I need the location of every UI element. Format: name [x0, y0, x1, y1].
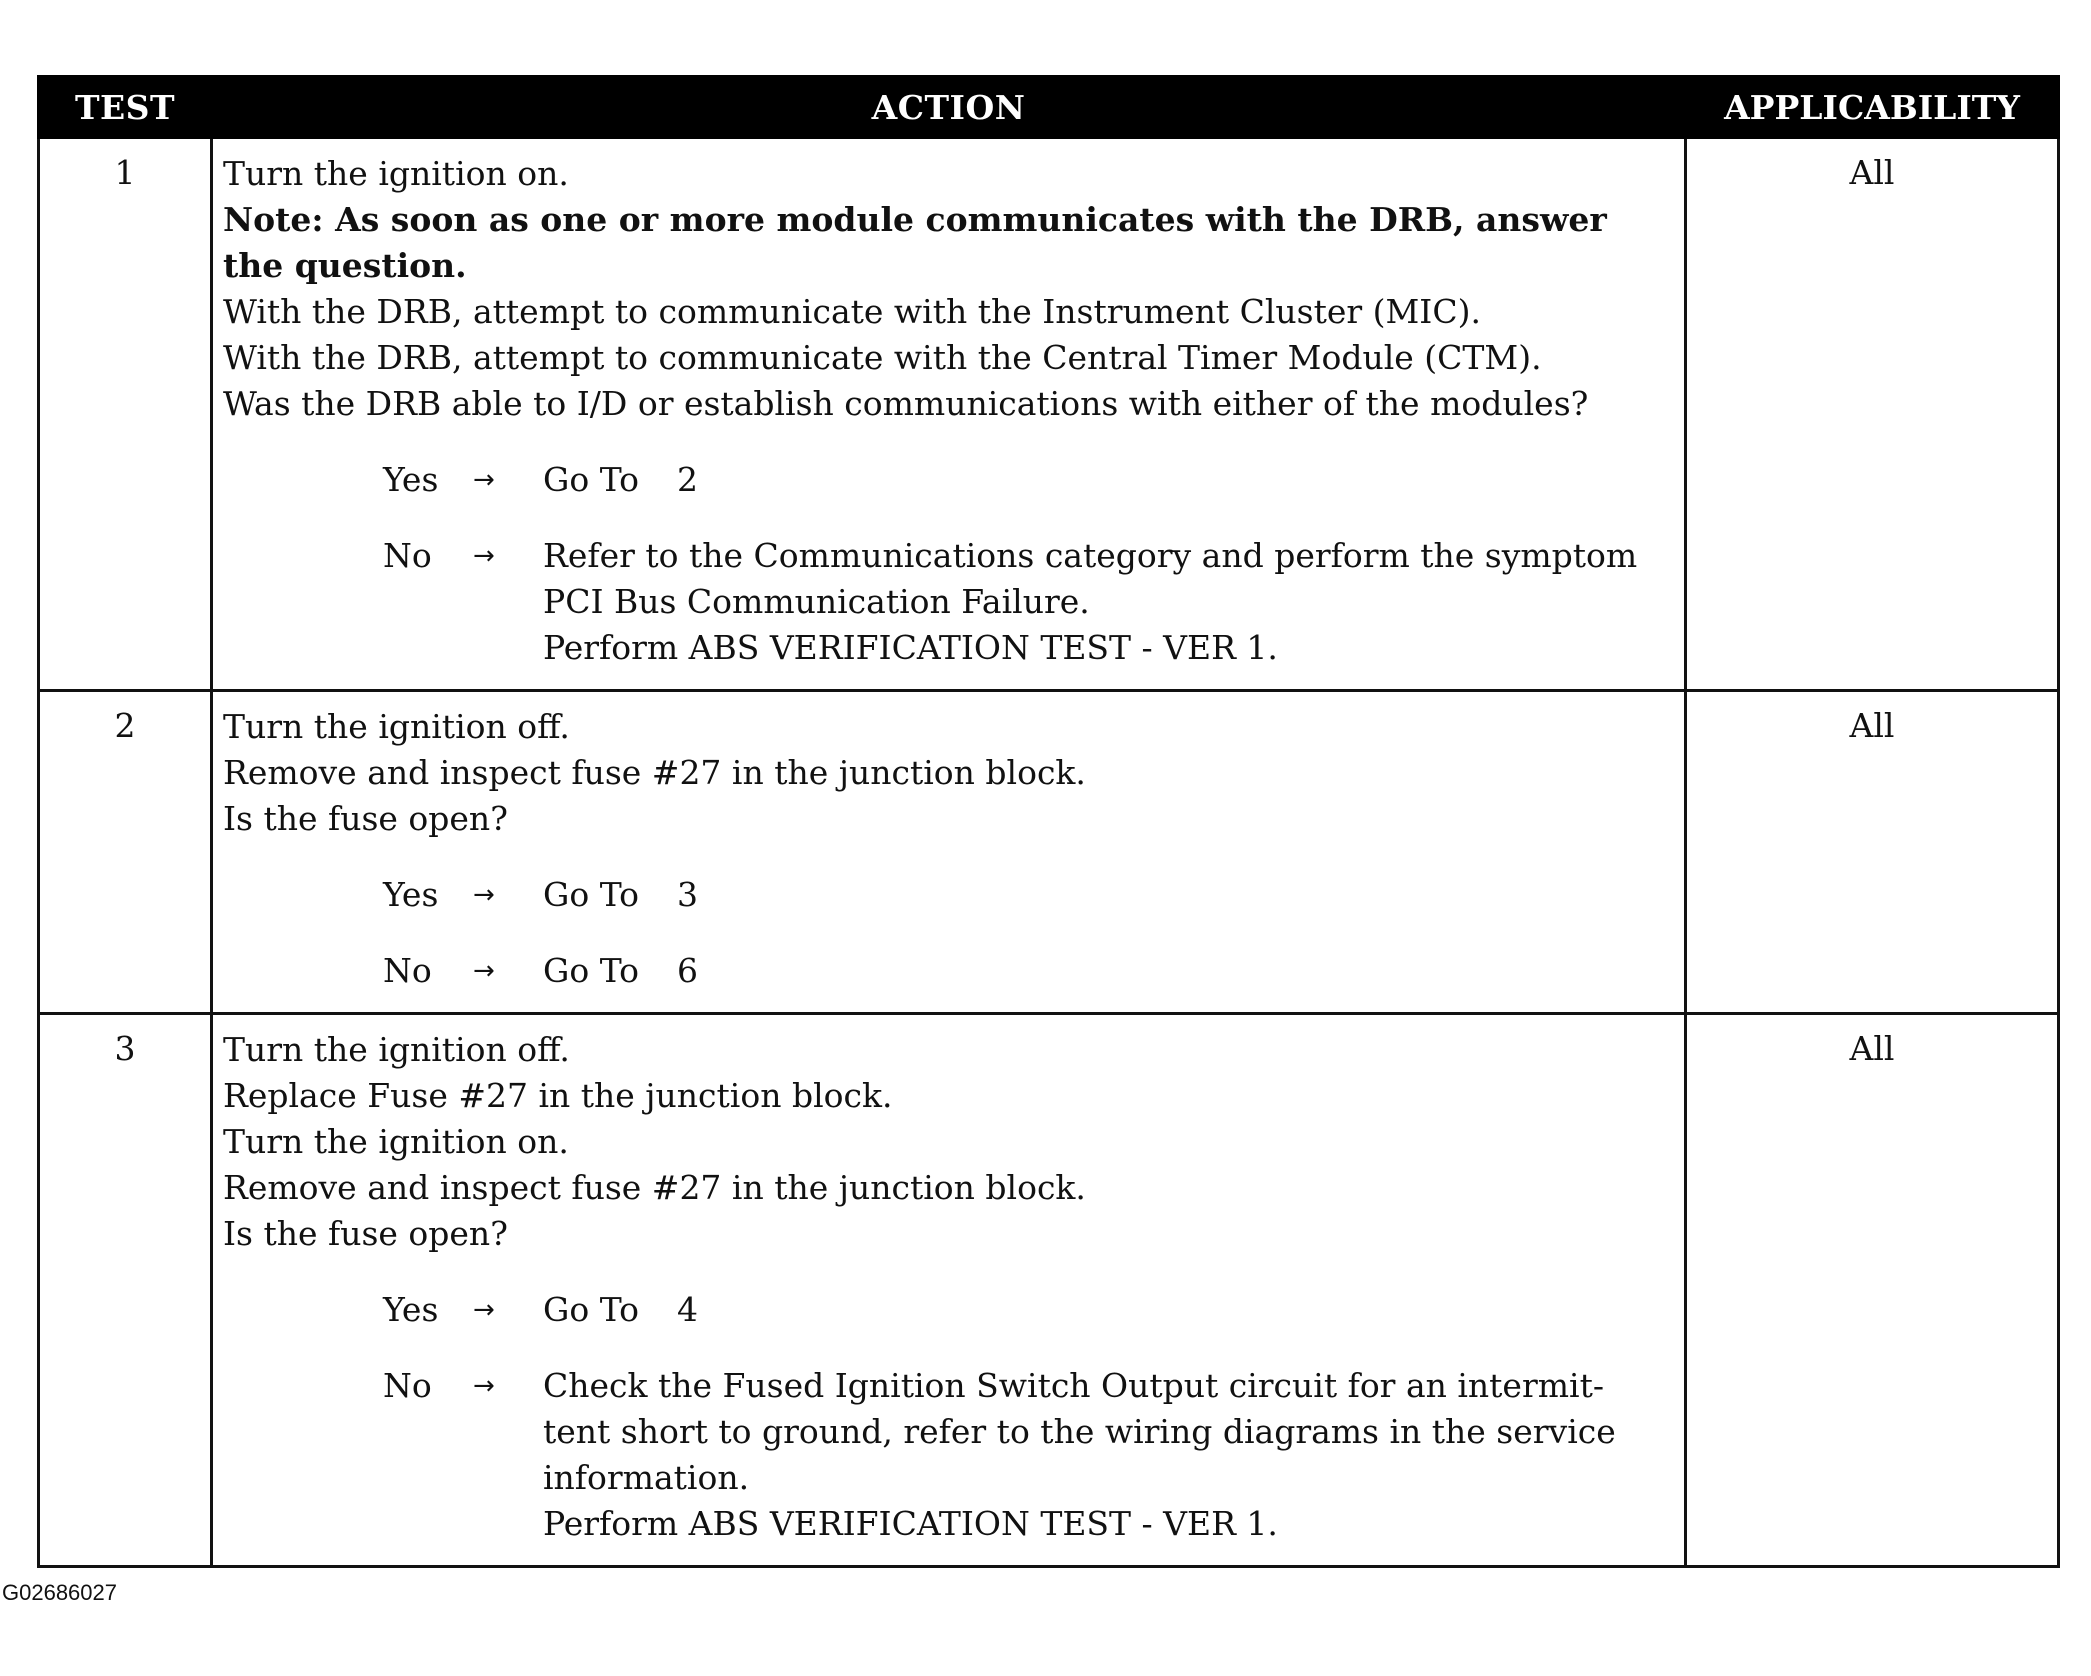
arrow-icon: →: [473, 1371, 495, 1401]
action-line: Was the DRB able to I/D or establish communications with either of the modules?: [223, 384, 1589, 423]
action-line: Turn the ignition off.: [223, 1030, 570, 1069]
goto-reference: [543, 1287, 1678, 1333]
outcome-yes: [223, 457, 1678, 503]
test-row-1: [39, 138, 2059, 691]
action-cell: [212, 1014, 1686, 1567]
outcome-list: [223, 457, 1678, 671]
test-number: 1: [39, 138, 212, 691]
outcome-list: [223, 1287, 1678, 1547]
action-line: With the DRB, attempt to communicate with the Central Timer Module (CTM).: [223, 338, 1542, 377]
header-applicability: APPLICABILITY: [1686, 77, 2059, 138]
test-row-3: [39, 1014, 2059, 1567]
test-row-2: [39, 691, 2059, 1014]
goto-step-number: 6: [677, 951, 699, 990]
table-header: [39, 77, 2059, 138]
instruction-line: Refer to the Communications category and perform the symptom: [543, 536, 1638, 575]
table-body: [39, 138, 2059, 1567]
action-line: Remove and inspect fuse #27 in the junction block.: [223, 753, 1086, 792]
action-cell: [212, 691, 1686, 1014]
action-cell: [212, 138, 1686, 691]
goto-step-number: 2: [677, 460, 699, 499]
outcome-instructions: [543, 1363, 1678, 1547]
instruction-line: information.: [543, 1458, 750, 1497]
goto-reference: [543, 872, 1678, 918]
diagnostic-test-table: [37, 75, 2060, 1568]
action-line: Is the fuse open?: [223, 799, 508, 838]
instruction-line: Perform ABS VERIFICATION TEST - VER 1.: [543, 1504, 1278, 1543]
applicability-value: All: [1686, 1014, 2059, 1567]
goto-label: Go To: [543, 875, 640, 914]
figure-id: G02686027: [2, 1580, 117, 1605]
arrow-icon: →: [473, 956, 495, 986]
diagnostic-table-container: [37, 75, 2057, 1568]
outcome-answer: No: [383, 1366, 432, 1405]
action-line: Replace Fuse #27 in the junction block.: [223, 1076, 893, 1115]
arrow-icon: →: [473, 541, 495, 571]
header-action: ACTION: [212, 77, 1686, 138]
instruction-line: Check the Fused Ignition Switch Output circuit for an intermit-: [543, 1366, 1604, 1405]
outcome-yes: [223, 1287, 1678, 1333]
action-line: Turn the ignition on.: [223, 1122, 569, 1161]
goto-label: Go To: [543, 1290, 640, 1329]
goto-label: Go To: [543, 460, 640, 499]
header-row: [39, 77, 2059, 138]
arrow-icon: →: [473, 465, 495, 495]
test-number: 2: [39, 691, 212, 1014]
arrow-icon: →: [473, 880, 495, 910]
outcome-no: [223, 1363, 1678, 1547]
goto-reference: [543, 948, 1678, 994]
outcome-list: [223, 872, 1678, 994]
outcome-answer: Yes: [383, 875, 439, 914]
outcome-instructions: [543, 533, 1678, 671]
action-line: With the DRB, attempt to communicate with the Instrument Cluster (MIC).: [223, 292, 1481, 331]
goto-step-number: 4: [677, 1290, 699, 1329]
outcome-no: [223, 948, 1678, 994]
outcome-answer: Yes: [383, 460, 439, 499]
instruction-line: PCI Bus Communication Failure.: [543, 582, 1090, 621]
instruction-line: Perform ABS VERIFICATION TEST - VER 1.: [543, 628, 1278, 667]
action-line: Remove and inspect fuse #27 in the junction block.: [223, 1168, 1086, 1207]
applicability-value: All: [1686, 691, 2059, 1014]
test-number: 3: [39, 1014, 212, 1567]
action-line: Turn the ignition off.: [223, 707, 570, 746]
applicability-value: All: [1686, 138, 2059, 691]
goto-reference: [543, 457, 1678, 503]
outcome-no: [223, 533, 1678, 671]
outcome-answer: No: [383, 951, 432, 990]
arrow-icon: →: [473, 1295, 495, 1325]
action-line: Is the fuse open?: [223, 1214, 508, 1253]
outcome-answer: No: [383, 536, 432, 575]
goto-label: Go To: [543, 951, 640, 990]
outcome-answer: Yes: [383, 1290, 439, 1329]
outcome-yes: [223, 872, 1678, 918]
action-line: Turn the ignition on.: [223, 154, 569, 193]
header-test: TEST: [39, 77, 212, 138]
action-note-line: Note: As soon as one or more module communicates with the DRB, answer: [223, 200, 1607, 239]
instruction-line: tent short to ground, refer to the wiring diagrams in the service: [543, 1412, 1616, 1451]
goto-step-number: 3: [677, 875, 699, 914]
action-note-line: the question.: [223, 246, 467, 285]
